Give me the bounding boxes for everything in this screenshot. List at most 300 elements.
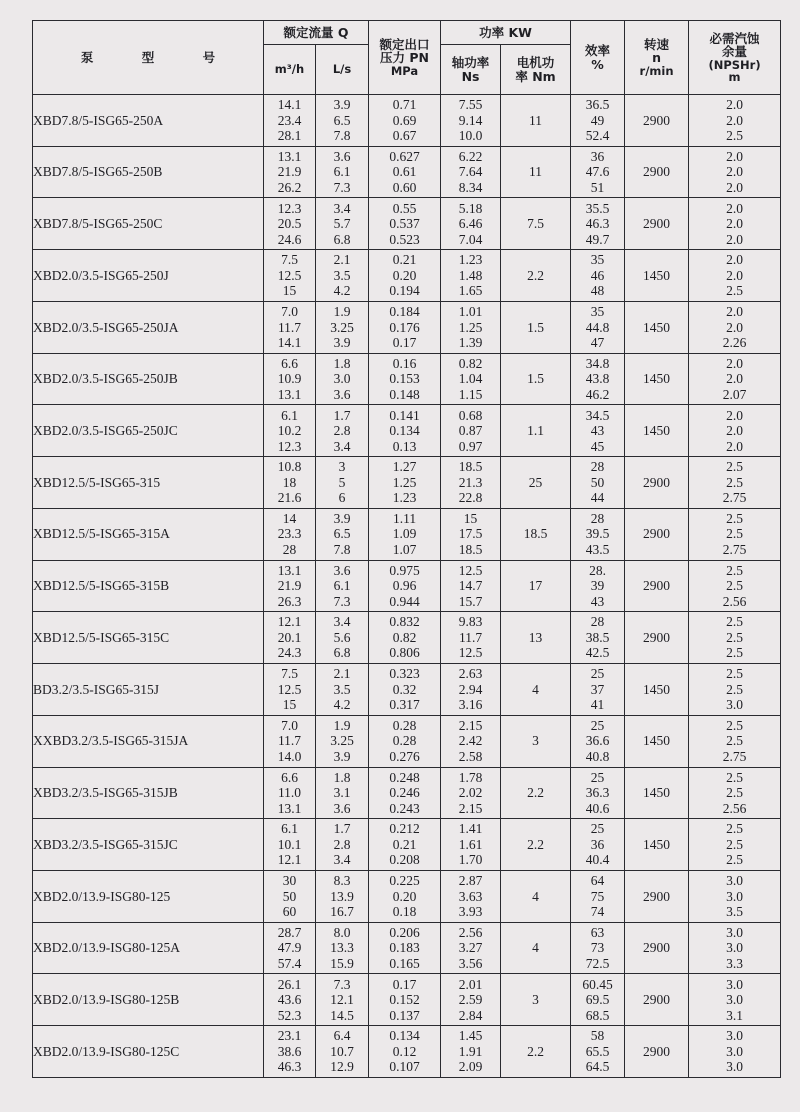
cell-value: 1.23 xyxy=(392,490,417,506)
cell-value: 40.6 xyxy=(585,800,610,816)
cell-value: 15 xyxy=(282,283,297,299)
cell-value: 52.3 xyxy=(277,1007,302,1023)
m3h-cell xyxy=(264,250,316,302)
cell-value: 6.1 xyxy=(333,164,351,180)
cell-value: 21.9 xyxy=(277,578,302,594)
model-cell xyxy=(33,198,264,250)
model-cell xyxy=(33,457,264,509)
npsh-cell xyxy=(689,612,781,664)
cell-value: 60 xyxy=(282,904,297,920)
pn-cell xyxy=(369,405,441,457)
cell-value: 46.3 xyxy=(585,216,610,232)
cell-value: 2.0 xyxy=(726,423,743,439)
cell-value: 35 xyxy=(590,252,605,268)
cell-value: 16.7 xyxy=(330,904,354,920)
cell-value: 13.9 xyxy=(330,888,354,904)
cell-value: 2.0 xyxy=(726,355,743,371)
table-row xyxy=(33,819,781,871)
cell-value: 5.7 xyxy=(333,216,351,232)
table-row xyxy=(33,922,781,974)
cell-value: 2.0 xyxy=(726,97,743,113)
efficiency-cell xyxy=(571,560,625,612)
cell-value: 2.42 xyxy=(458,733,483,749)
cell-value: 3.93 xyxy=(458,904,483,920)
cell-value: 41 xyxy=(590,697,605,713)
table-row xyxy=(33,457,781,509)
m3h-cell xyxy=(264,819,316,871)
cell-value: 0.975 xyxy=(389,562,420,578)
cell-value: 0.71 xyxy=(392,97,417,113)
cell-value: 18.5 xyxy=(458,459,483,475)
cell-value: 47 xyxy=(590,335,605,351)
cell-value: 0.208 xyxy=(389,852,420,868)
cell-value: 4.2 xyxy=(333,283,351,299)
cell-value: 2.0 xyxy=(726,319,743,335)
cell-value: 1.61 xyxy=(458,836,483,852)
pn-cell xyxy=(369,301,441,353)
cell-value: 0.183 xyxy=(389,940,420,956)
cell-value: 1.41 xyxy=(458,821,483,837)
cell-value: 12.3 xyxy=(277,200,302,216)
m3h-cell xyxy=(264,508,316,560)
ls-cell xyxy=(316,612,369,664)
header-speed: 转速 n r/min xyxy=(625,21,689,95)
cell-value: 2.2 xyxy=(527,267,544,283)
cell-value: 3.0 xyxy=(726,888,743,904)
cell-value: 6.4 xyxy=(333,1028,351,1044)
ns-cell xyxy=(441,1026,501,1078)
cell-value: 0.28 xyxy=(392,733,417,749)
ns-cell xyxy=(441,871,501,923)
cell-value: 0.20 xyxy=(392,888,417,904)
cell-value: 2.5 xyxy=(726,645,743,661)
cell-value: 2900 xyxy=(643,940,671,956)
cell-value: 73 xyxy=(590,940,605,956)
cell-value: 2.8 xyxy=(333,423,351,439)
cell-value: 43 xyxy=(590,593,605,609)
table-body xyxy=(33,95,781,1078)
cell-value: 3.0 xyxy=(726,873,743,889)
table-row xyxy=(33,198,781,250)
cell-value: 0.944 xyxy=(389,593,420,609)
table-row xyxy=(33,715,781,767)
cell-value: 0.68 xyxy=(458,407,483,423)
table-row xyxy=(33,1026,781,1078)
efficiency-cell xyxy=(571,353,625,405)
cell-value: 3.3 xyxy=(726,955,743,971)
cell-value: 1450 xyxy=(643,371,671,387)
cell-value: 3.6 xyxy=(333,800,351,816)
pn-cell xyxy=(369,612,441,664)
motor-power-cell xyxy=(501,198,571,250)
cell-value: 1.25 xyxy=(392,474,417,490)
npsh-cell xyxy=(689,301,781,353)
cell-value: 1.23 xyxy=(458,252,483,268)
cell-value: 14.7 xyxy=(458,578,483,594)
cell-value: 7.5 xyxy=(527,216,544,232)
table-row xyxy=(33,871,781,923)
motor-power-cell xyxy=(501,871,571,923)
motor-power-cell xyxy=(501,612,571,664)
cell-value: 6 xyxy=(338,490,346,506)
cell-value: 3.25 xyxy=(330,733,354,749)
ns-cell xyxy=(441,922,501,974)
cell-value: XBD3.2/3.5-ISG65-315JC xyxy=(33,836,178,852)
cell-value: 2.56 xyxy=(722,800,747,816)
ls-cell xyxy=(316,353,369,405)
cell-value: 0.184 xyxy=(389,304,420,320)
cell-value: 49 xyxy=(590,112,605,128)
cell-value: 1.39 xyxy=(458,335,483,351)
cell-value: 28 xyxy=(590,459,605,475)
cell-value: 2.0 xyxy=(726,407,743,423)
cell-value: 2.0 xyxy=(726,148,743,164)
cell-value: 2900 xyxy=(643,526,671,542)
cell-value: 18.5 xyxy=(523,526,548,542)
cell-value: 0.134 xyxy=(389,423,420,439)
ns-cell xyxy=(441,767,501,819)
ns-cell xyxy=(441,612,501,664)
cell-value: 1.11 xyxy=(392,510,417,526)
header-model: 泵 型 号 xyxy=(33,21,264,95)
table-row xyxy=(33,301,781,353)
cell-value: 45 xyxy=(590,438,605,454)
cell-value: 3 xyxy=(532,733,539,749)
efficiency-cell xyxy=(571,922,625,974)
motor-power-cell xyxy=(501,664,571,716)
table-header xyxy=(33,21,781,95)
cell-value: 10.7 xyxy=(330,1043,354,1059)
motor-power-cell xyxy=(501,715,571,767)
m3h-cell xyxy=(264,301,316,353)
ls-cell xyxy=(316,922,369,974)
cell-value: 2.0 xyxy=(726,200,743,216)
cell-value: 2.09 xyxy=(458,1059,483,1075)
npsh-cell xyxy=(689,508,781,560)
cell-value: 3 xyxy=(338,459,346,475)
ls-cell xyxy=(316,405,369,457)
cell-value: 2.5 xyxy=(726,614,743,630)
cell-value: 4 xyxy=(532,888,539,904)
cell-value: 15 xyxy=(282,697,297,713)
cell-value: 1.45 xyxy=(458,1028,483,1044)
cell-value: 3.9 xyxy=(333,97,351,113)
cell-value: 3.5 xyxy=(333,267,351,283)
cell-value: 37 xyxy=(590,681,605,697)
cell-value: 2.59 xyxy=(458,992,483,1008)
cell-value: 50 xyxy=(282,888,297,904)
speed-cell xyxy=(625,819,689,871)
cell-value: 0.61 xyxy=(392,164,417,180)
table-row xyxy=(33,405,781,457)
efficiency-cell xyxy=(571,301,625,353)
cell-value: 12.1 xyxy=(277,852,302,868)
cell-value: BD3.2/3.5-ISG65-315J xyxy=(33,681,160,697)
cell-value: 28 xyxy=(282,541,297,557)
cell-value: 1.7 xyxy=(333,407,351,423)
cell-value: 13 xyxy=(528,629,543,645)
cell-value: 5.6 xyxy=(333,629,351,645)
motor-power-cell xyxy=(501,560,571,612)
cell-value: 0.18 xyxy=(392,904,417,920)
pn-cell xyxy=(369,146,441,198)
cell-value: 7.64 xyxy=(458,164,483,180)
cell-value: 3.0 xyxy=(726,940,743,956)
cell-value: 1.07 xyxy=(392,541,417,557)
cell-value: 23.4 xyxy=(277,112,302,128)
cell-value: XBD2.0/13.9-ISG80-125A xyxy=(33,940,180,956)
header-pressure: 额定出口 压力 PN MPa xyxy=(369,21,441,95)
ns-cell xyxy=(441,715,501,767)
cell-value: 6.22 xyxy=(458,148,483,164)
cell-value: 17.5 xyxy=(458,526,483,542)
cell-value: 1.65 xyxy=(458,283,483,299)
cell-value: 2.2 xyxy=(527,836,544,852)
model-cell xyxy=(33,715,264,767)
cell-value: 1.48 xyxy=(458,267,483,283)
cell-value: 1.09 xyxy=(392,526,417,542)
cell-value: 2.5 xyxy=(726,836,743,852)
cell-value: 43.8 xyxy=(585,371,610,387)
speed-cell xyxy=(625,457,689,509)
cell-value: 4.2 xyxy=(333,697,351,713)
cell-value: 47.6 xyxy=(585,164,610,180)
cell-value: 2.94 xyxy=(458,681,483,697)
cell-value: 2.0 xyxy=(726,112,743,128)
cell-value: 12.9 xyxy=(330,1059,354,1075)
cell-value: 1.8 xyxy=(333,355,351,371)
cell-value: 1.25 xyxy=(458,319,483,335)
cell-value: 49.7 xyxy=(585,231,610,247)
cell-value: 0.832 xyxy=(389,614,420,630)
npsh-cell xyxy=(689,250,781,302)
cell-value: 2.0 xyxy=(726,304,743,320)
cell-value: 1.27 xyxy=(392,459,417,475)
cell-value: 7.5 xyxy=(281,252,298,268)
pump-spec-table xyxy=(32,20,781,1078)
cell-value: 3.0 xyxy=(726,1059,743,1075)
cell-value: 3.63 xyxy=(458,888,483,904)
cell-value: 8.0 xyxy=(333,924,351,940)
cell-value: 2.0 xyxy=(726,371,743,387)
cell-value: 2900 xyxy=(643,1043,671,1059)
m3h-cell xyxy=(264,560,316,612)
cell-value: 21.3 xyxy=(458,474,483,490)
cell-value: 2.5 xyxy=(726,128,743,144)
header-flow-m3h: m³/h xyxy=(264,45,316,95)
cell-value: 38.5 xyxy=(585,629,610,645)
cell-value: 0.28 xyxy=(392,717,417,733)
cell-value: 3.6 xyxy=(333,562,351,578)
cell-value: 2.02 xyxy=(458,785,483,801)
ns-cell xyxy=(441,560,501,612)
cell-value: 0.148 xyxy=(389,386,420,402)
speed-cell xyxy=(625,974,689,1026)
pn-cell xyxy=(369,457,441,509)
cell-value: 6.6 xyxy=(281,769,298,785)
npsh-cell xyxy=(689,664,781,716)
m3h-cell xyxy=(264,95,316,147)
table-row xyxy=(33,767,781,819)
cell-value: 2.5 xyxy=(726,578,743,594)
cell-value: 12.3 xyxy=(277,438,302,454)
cell-value: 2.5 xyxy=(726,733,743,749)
npsh-cell xyxy=(689,405,781,457)
cell-value: 64 xyxy=(590,873,605,889)
cell-value: 22.8 xyxy=(458,490,483,506)
efficiency-cell xyxy=(571,715,625,767)
motor-power-cell xyxy=(501,146,571,198)
cell-value: 3.4 xyxy=(333,200,351,216)
cell-value: 52.4 xyxy=(585,128,610,144)
motor-power-cell xyxy=(501,974,571,1026)
efficiency-cell xyxy=(571,974,625,1026)
cell-value: 0.317 xyxy=(389,697,420,713)
cell-value: XBD3.2/3.5-ISG65-315JB xyxy=(33,785,178,801)
cell-value: 12.5 xyxy=(277,267,302,283)
cell-value: 1.04 xyxy=(458,371,483,387)
cell-value: 3.0 xyxy=(726,992,743,1008)
cell-value: 11.0 xyxy=(277,785,302,801)
pn-cell xyxy=(369,198,441,250)
cell-value: 36.3 xyxy=(585,785,610,801)
cell-value: 28. xyxy=(589,562,606,578)
ls-cell xyxy=(316,871,369,923)
pn-cell xyxy=(369,560,441,612)
cell-value: 11 xyxy=(529,112,543,128)
table-row xyxy=(33,612,781,664)
cell-value: 0.323 xyxy=(389,666,420,682)
cell-value: 40.4 xyxy=(585,852,610,868)
cell-value: 18.5 xyxy=(458,541,483,557)
m3h-cell xyxy=(264,922,316,974)
cell-value: 2900 xyxy=(643,992,671,1008)
npsh-cell xyxy=(689,1026,781,1078)
cell-value: 0.243 xyxy=(389,800,420,816)
cell-value: 3.6 xyxy=(333,148,351,164)
header-npsh: 必需汽蚀 余量 (NPSHr) m xyxy=(689,21,781,95)
cell-value: 9.83 xyxy=(458,614,483,630)
cell-value: 2.75 xyxy=(722,490,747,506)
ns-cell xyxy=(441,95,501,147)
cell-value: 2.8 xyxy=(333,836,351,852)
cell-value: 2.5 xyxy=(726,629,743,645)
cell-value: 26.1 xyxy=(277,976,302,992)
cell-value: 25 xyxy=(528,474,543,490)
cell-value: 3.25 xyxy=(330,319,354,335)
ls-cell xyxy=(316,767,369,819)
motor-power-cell xyxy=(501,250,571,302)
cell-value: 0.134 xyxy=(389,1028,420,1044)
cell-value: XBD2.0/3.5-ISG65-250JA xyxy=(33,319,179,335)
cell-value: 2.5 xyxy=(726,526,743,542)
cell-value: 2.5 xyxy=(726,852,743,868)
cell-value: 12.1 xyxy=(277,614,302,630)
m3h-cell xyxy=(264,871,316,923)
cell-value: 58 xyxy=(590,1028,605,1044)
cell-value: 7.3 xyxy=(333,593,351,609)
model-cell xyxy=(33,767,264,819)
cell-value: XBD12.5/5-ISG65-315 xyxy=(33,474,161,490)
cell-value: 1450 xyxy=(643,785,671,801)
efficiency-cell xyxy=(571,250,625,302)
cell-value: 24.6 xyxy=(277,231,302,247)
cell-value: 1.5 xyxy=(527,319,544,335)
cell-value: XXBD3.2/3.5-ISG65-315JA xyxy=(33,733,189,749)
cell-value: 0.107 xyxy=(389,1059,420,1075)
efficiency-cell xyxy=(571,457,625,509)
speed-cell xyxy=(625,301,689,353)
cell-value: 36.5 xyxy=(585,97,610,113)
cell-value: 1.9 xyxy=(333,717,351,733)
cell-value: 0.165 xyxy=(389,955,420,971)
cell-value: 2.0 xyxy=(726,438,743,454)
cell-value: 7.3 xyxy=(333,179,351,195)
cell-value: XBD2.0/13.9-ISG80-125 xyxy=(33,888,171,904)
ls-cell xyxy=(316,457,369,509)
cell-value: 43.5 xyxy=(585,541,610,557)
cell-value: 48 xyxy=(590,283,605,299)
speed-cell xyxy=(625,1026,689,1078)
cell-value: 23.3 xyxy=(277,526,302,542)
cell-value: 2.75 xyxy=(722,748,747,764)
speed-cell xyxy=(625,146,689,198)
cell-value: 6.5 xyxy=(333,526,351,542)
cell-value: 15 xyxy=(463,510,478,526)
cell-value: 2900 xyxy=(643,629,671,645)
cell-value: 7.04 xyxy=(458,231,483,247)
ns-cell xyxy=(441,508,501,560)
pn-cell xyxy=(369,819,441,871)
cell-value: 44.8 xyxy=(585,319,610,335)
cell-value: 24.3 xyxy=(277,645,302,661)
cell-value: 23.1 xyxy=(277,1028,302,1044)
cell-value: 8.34 xyxy=(458,179,483,195)
cell-value: 1450 xyxy=(643,681,671,697)
cell-value: 8.3 xyxy=(333,873,351,889)
cell-value: 2.1 xyxy=(333,666,351,682)
ls-cell xyxy=(316,1026,369,1078)
cell-value: 20.1 xyxy=(277,629,302,645)
model-cell xyxy=(33,560,264,612)
cell-value: 2.5 xyxy=(726,681,743,697)
cell-value: 43 xyxy=(590,423,605,439)
cell-value: 2.1 xyxy=(333,252,351,268)
cell-value: 2.0 xyxy=(726,164,743,180)
ls-cell xyxy=(316,146,369,198)
m3h-cell xyxy=(264,405,316,457)
cell-value: 3.4 xyxy=(333,614,351,630)
cell-value: 1.9 xyxy=(333,304,351,320)
m3h-cell xyxy=(264,146,316,198)
m3h-cell xyxy=(264,715,316,767)
cell-value: 0.194 xyxy=(389,283,420,299)
cell-value: 14 xyxy=(282,510,297,526)
cell-value: 38.6 xyxy=(277,1043,302,1059)
header-shaft-power: 轴功率 Ns xyxy=(441,45,501,95)
speed-cell xyxy=(625,767,689,819)
cell-value: 28 xyxy=(590,510,605,526)
cell-value: 1450 xyxy=(643,267,671,283)
cell-value: 1450 xyxy=(643,836,671,852)
motor-power-cell xyxy=(501,301,571,353)
cell-value: 50 xyxy=(590,474,605,490)
cell-value: 2.0 xyxy=(726,252,743,268)
cell-value: XBD12.5/5-ISG65-315A xyxy=(33,526,170,542)
cell-value: 10.2 xyxy=(277,423,302,439)
cell-value: 28.1 xyxy=(277,128,302,144)
model-cell xyxy=(33,353,264,405)
